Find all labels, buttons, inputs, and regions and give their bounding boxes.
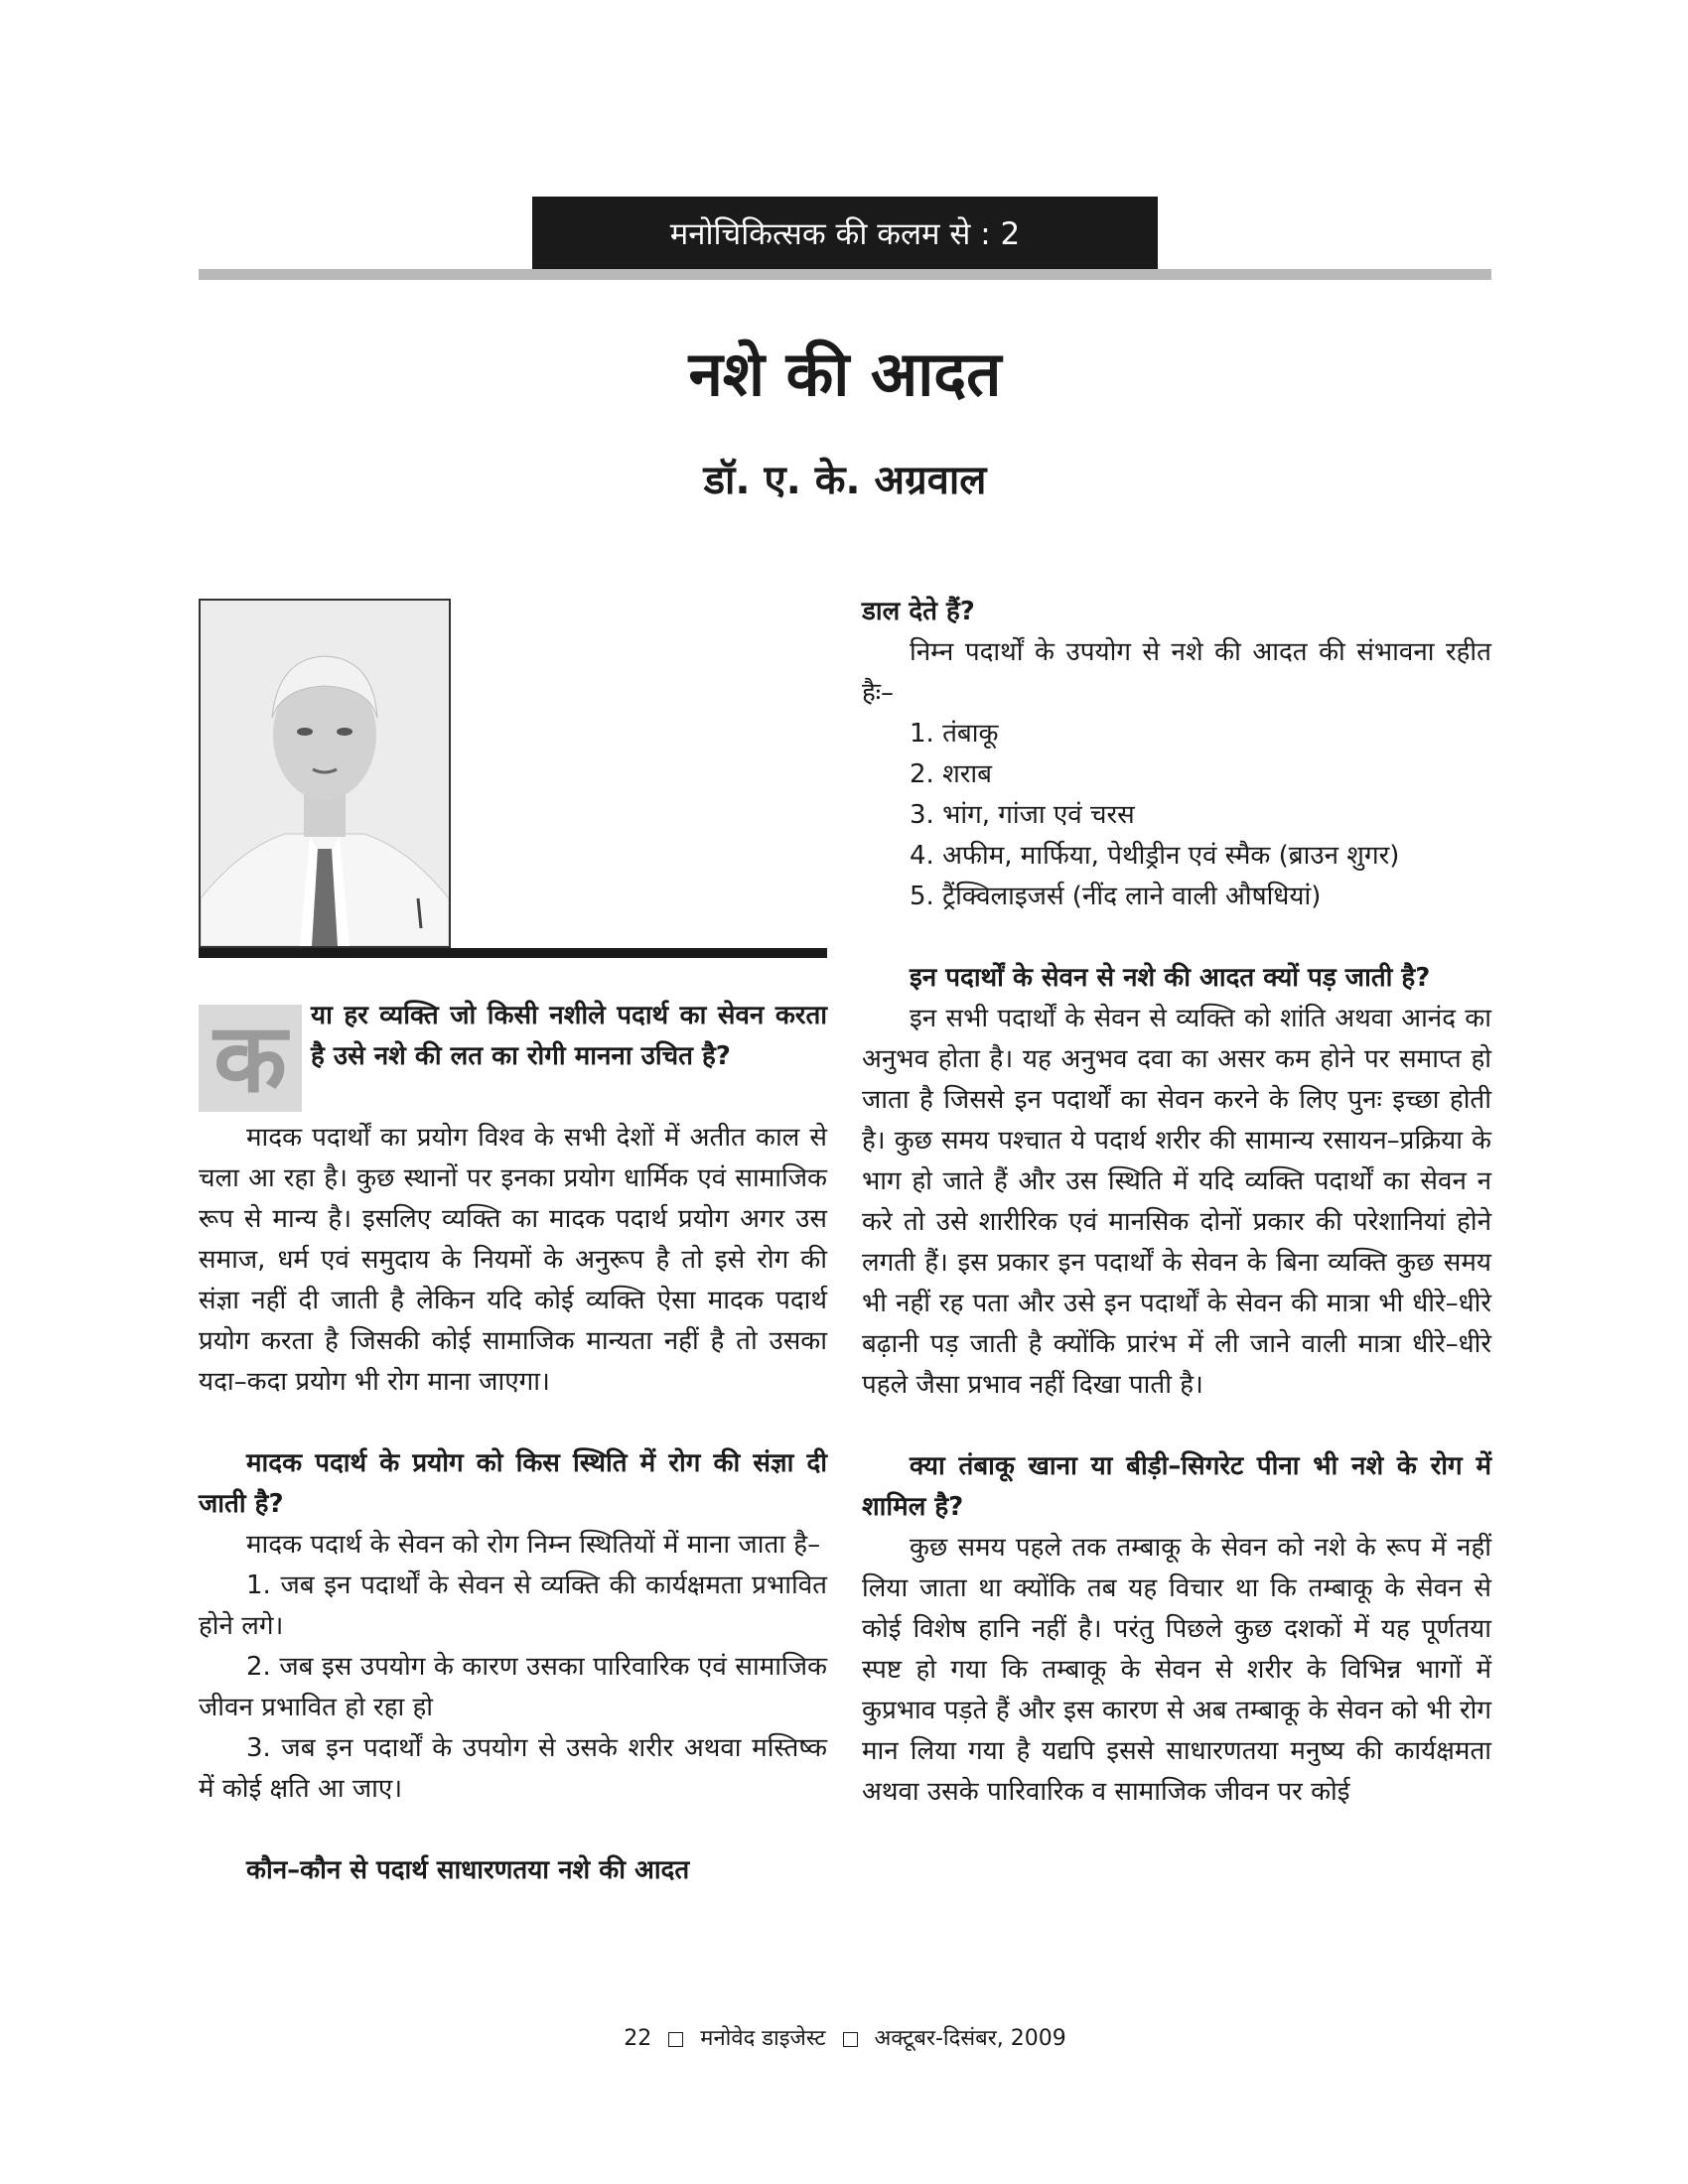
- condition-item-1: 1. जब इन पदार्थों के सेवन से व्यक्ति की कार्यक्षमता प्रभावित होने लगे।: [199, 1570, 827, 1641]
- heading-which-substances: कौन–कौन से पदार्थ साधारणतया नशे की आदत: [246, 1855, 690, 1885]
- page-number: 22: [624, 2026, 652, 2051]
- intro-block: [199, 996, 827, 1118]
- right-column: [862, 592, 1491, 1813]
- heading-disease-condition: मादक पदार्थ के प्रयोग को किस स्थिति में रोग की संज्ञा दी जाती है?: [199, 1448, 827, 1519]
- photo-rule: [199, 948, 827, 958]
- substance-item-2: 2. शराब: [910, 759, 992, 789]
- magazine-name: मनोवेद डाइजेस्ट: [700, 2026, 826, 2051]
- author-name: डॉ. ए. के. अग्रवाल: [703, 458, 987, 503]
- paragraph-tobacco: कुछ समय पहले तक तम्बाकू के सेवन को नशे के रूप में नहीं लिया जाता था क्योंकि तब यह विचार था कि तम्बाकू के सेवन से कोई विशेष हानि नहीं है। परंतु पिछले कुछ दशकों में यह पूर्णतया स्पष्ट हो गया कि तम्बाकू के सेवन से शरीर के विभिन्न भागों में कुप्रभाव पड़ते हैं और इस कारण से अब तम्बाकू के सेवन को भी रोग मान लिया गया है यद्यपि इससे साधारणतया मनुष्य की कार्यक्षमता अथवा उसके पारिवारिक व सामाजिक जीवन पर कोई: [862, 1533, 1491, 1807]
- drop-cap: क: [199, 1005, 302, 1112]
- separator-square-icon: [843, 2032, 858, 2047]
- substance-item-3: 3. भांग, गांजा एवं चरस: [910, 800, 1135, 830]
- issue-date: अक्टूबर-दिसंबर, 2009: [874, 2026, 1066, 2051]
- condition-item-2: 2. जब इस उपयोग के कारण उसका पारिवारिक एवं सामाजिक जीवन प्रभावित हो रहा हो: [199, 1652, 827, 1722]
- paragraph-substances: निम्न पदार्थों के उपयोग से नशे की आदत की संभावना रहीत हैः–: [862, 637, 1491, 708]
- section-label: मनोचिकित्सक की कलम से : 2: [669, 215, 1021, 252]
- page-footer: [199, 2022, 1491, 2052]
- intro-question: [311, 996, 827, 1077]
- author-portrait-image: [201, 601, 449, 946]
- intro-paragraph: मादक पदार्थों का प्रयोग विश्व के सभी देशों में अतीत काल से चला आ रहा है। कुछ स्थानों पर इनका प्रयोग धार्मिक एवं सामाजिक रूप से मान्य है। इसलिए व्यक्ति का मादक पदार्थ प्रयोग अगर उस समाज, धर्म एवं समुदाय के नियमों के अनुरूप है तो इसे रोग की संज्ञा नहीं दी जाती है लेकिन यदि कोई व्यक्ति ऐसा मादक पदार्थ प्रयोग करता है जिसकी कोई सामाजिक मान्यता नहीं है तो उसका यदा–कदा प्रयोग भी रोग माना जाएगा।: [199, 1123, 827, 1397]
- substance-item-1: 1. तंबाकू: [910, 719, 999, 749]
- intro-question-text: या हर व्यक्ति जो किसी नशीले पदार्थ का सेवन करता है उसे नशे की लत का रोगी मानना उचित है?: [311, 1001, 827, 1071]
- condition-item-3: 3. जब इन पदार्थों के उपयोग से उसके शरीर अथवा मस्तिष्क में कोई क्षति आ जाए।: [199, 1733, 827, 1804]
- header-rule: [199, 269, 1491, 280]
- heading-tobacco: क्या तंबाकू खाना या बीड़ी–सिगरेट पीना भी नशे के रोग में शामिल है?: [862, 1451, 1491, 1522]
- substance-item-5: 5. ट्रैंक्विलाइजर्स (नींद लाने वाली औषधियां): [910, 882, 1322, 911]
- paragraph-why-addiction: इन सभी पदार्थों के सेवन से व्यक्ति को शांति अथवा आनंद का अनुभव होता है। यह अनुभव दवा का असर कम होने पर समाप्त हो जाता है जिससे इन पदार्थों का सेवन करने के लिए पुनः इच्छा होती है। कुछ समय पश्चात ये पदार्थ शरीर की सामान्य रसायन–प्रक्रिया के भाग हो जाते हैं और उस स्थिति में यदि व्यक्ति पदार्थों का सेवन न करे तो उसे शारीरिक एवं मानसिक दोनों प्रकार की परेशानियां होने लगती हैं। इस प्रकार इन पदार्थों के सेवन के बिना व्यक्ति कुछ समय भी नहीं रह पता और उसे इन पदार्थों के सेवन की मात्रा भी धीरे–धीरे बढ़ानी पड़ जाती है क्योंकि प्रारंभ में ली जाने वाली मात्रा धीरे–धीरे पहले जैसा प्रभाव नहीं दिखा पाती है।: [862, 1004, 1491, 1400]
- heading-why-addiction: इन पदार्थों के सेवन से नशे की आदत क्यों पड़ जाती है?: [910, 963, 1431, 993]
- article-title: नशे की आदत: [688, 338, 1002, 410]
- heading-which-substances-continued: डाल देते हैं?: [862, 597, 975, 626]
- substance-item-4: 4. अफीम, मार्फिया, पेथीड्रीन एवं स्मैक (ब्राउन शुगर): [910, 841, 1400, 871]
- section-banner: [532, 197, 1158, 269]
- author-photo: [199, 599, 451, 948]
- separator-square-icon: [668, 2032, 683, 2047]
- paragraph-disease-condition: मादक पदार्थ के सेवन को रोग निम्न स्थितियों में माना जाता है–: [246, 1530, 821, 1560]
- left-column: [199, 996, 827, 1891]
